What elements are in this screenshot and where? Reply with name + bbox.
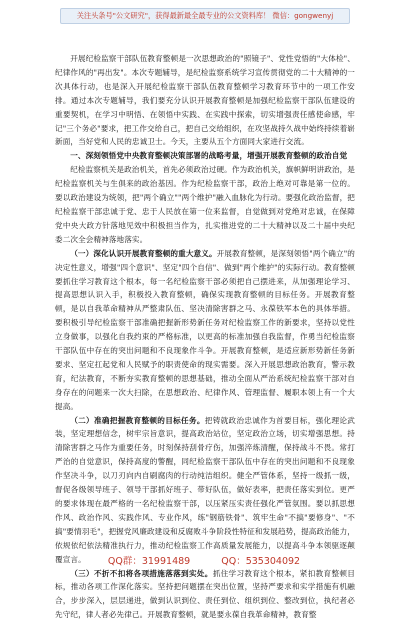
footer-qq: QQ：535304092 — [221, 556, 301, 567]
footer-qq-group: QQ群：31991489 — [107, 556, 191, 567]
footer-contact — [0, 553, 408, 567]
subsection-heading: （一）深化认识开展教育整顿的重大意义。 — [70, 248, 217, 258]
subsection-paragraph: （一）深化认识开展教育整顿的重大意义。开展教育整顿，是深刻领悟"两个确立"的决定性意义，增强"四个意识"、坚定"四个自信"、做到"两个维护"的实际行动。教育整顿要抓住学习教育这个根本，每一名纪检监察干部必须把自己摆进来，从加强理论学习、提高思想认识入手，积极投入教育整顿，确保实现教育整顿的目标任务。开展教育整顿，是以自我革命精神从严整肃队伍、坚决清除害群之马、永葆铁军本色的具体举措。要积极引导纪检监察干部准确把握新形势新任务对纪检监察工作的新要求，坚持以党性立身做事，以强化自我约束的严格标准，以更高的标准加强自我监督，作勇当纪检监察干部队伍中存在的突出问题和不良现象作斗争。开展教育整顿，是适应新形势新任务新要求、坚定扛起党和人民赋予的职责使命的现实需要。深入开展思想政治教育，警示教育，纪法教育，不断夯实教育整顿的思想基础，推动全面从严治系统纪检监察干部对自身存在的问题来一次大扫除，在思想政治、纪律作风、管理监督、履职本领上有一个大提高。 — [55, 248, 355, 411]
subsection-heading: （二）准确把握教育整顿的目标任务。 — [70, 415, 205, 425]
document-body — [55, 52, 355, 622]
subsection-paragraph: （三）不折不扣将各项措施落落到实处。抓住学习教育这个根本，紧扣教育整顿目标，推动各项工作深化落实。坚持把问题摆在突出位置，坚持严要求和实学措施有机融合，步步深入，层层递进，做到认识到位、责任到位、组织到位、整改到位，执纪者必先守纪，律人者必先律己。开展教育整顿，就是要永葆自我革命精神，教育整 — [55, 568, 355, 620]
subsection-heading: （三）不折不扣将各项措施落落到实处。 — [70, 568, 213, 578]
header-banner: 关注头条号"公文研究"，获得最新最全最专业的公文资料库！ 微信：gongwenyj — [60, 8, 350, 24]
intro-paragraph: 开展纪检监察干部队伍教育整顿是一次思想政治的"照镜子"、党性党悟的"大体检"、纪律作风的"再出发"。本次专题辅导，是纪检监察系统学习宣传贯彻党的二十大精神的一次具体行动，也是深入开展纪检监察干部队伍教育整顿学习教育环节中的一项工作安排。通过本次专题辅导，我们要充分认识开展教育整顿是加强纪检监察干部队伍建设的重要契机，在学习中明悟、在领悟中实践、在实践中探索，切实增强责任感使命感，牢记"三个务必"要求，把工作交给自己，把自己交给组织，在攻坚战持久战中始终持续着崭新面，当好党和人民的忠诚卫士。今天，主要从五个方面同大家进行交流。 — [55, 54, 355, 147]
body-paragraph: 纪检监察机关是政治机关，首先必须政治过硬。作为政治机关，旗帜鲜明讲政治，是纪检监察机关与生俱来的政治基因。作为纪检监察干部，政治上绝对可靠是第一位的。要以政治建设为统领，把"两个确立""两个维护"融入血脉化为行动。要强化政治监督，把纪检监察干部忠诚于党、忠于人民放在第一位来监督，自觉做到对党绝对忠诚，在保障党中央大政方针落地见效中积极担当作为，扎实推进党的二十大精神以及二十届中央纪委二次全会精神落地落实。 — [55, 165, 355, 244]
subsection-paragraph: （二）准确把握教育整顿的目标任务。把铸就政治忠诚作为首要目标，强化理论武装，坚定理想信念，树牢宗旨意识，提高政治站位，坚定政治立场，切实增强思想。持清除害群之马作为重要任务，时刻保持刮骨疗伤，加强淬炼清醒，保持战斗不畏。常打严治的自觉意识，保持高度的警醒，同纪检监察干部队伍中存在的突出问题和不良现象作坚决斗争，以刀刃向内自刷腐肉的行动纯洁组织。健全严管体系，坚持一级抓一级，督促各级领导班子、领导干部抓好班子、带好队伍，做好表率，把责任落实到位。更严的要求体现在最严格的一名纪检监察干部，以压紧压实责任强化严管氛围。要以抓思想作风、政治作风、实践作风、专业作风，练"钢筋铁骨"、筑牢生命"不搞"要修身"、"不搞"要情羽毛"，把握党风廉政建设和反腐败斗争阶段性特征和发展趋势，提高政治能力，依规依纪依法精准执行力，推动纪检监察工作高质量发展能力，以提高斗争本领驱逐颠覆宣言。 — [55, 415, 355, 564]
section-heading: 一、深刻领悟党中央教育整顿决策部署的战略考量，增强开展教育整顿的政治自觉 — [70, 151, 348, 161]
